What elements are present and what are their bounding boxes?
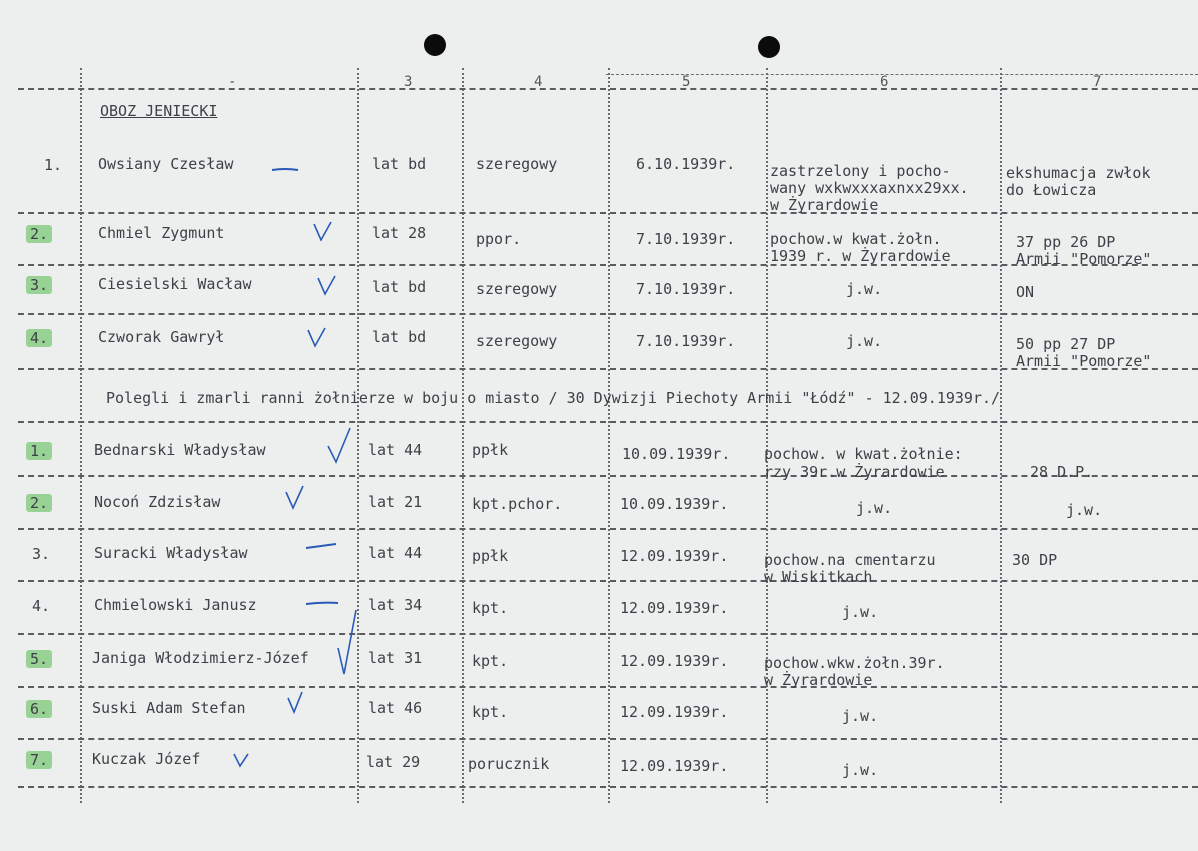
checkmark-icon bbox=[284, 484, 306, 512]
burial-line: j.w. bbox=[842, 761, 879, 779]
row-rule bbox=[18, 786, 1198, 788]
column-separator bbox=[462, 68, 464, 803]
notes-line: j.w. bbox=[1066, 501, 1103, 519]
death-date: 12.09.1939r. bbox=[620, 547, 729, 565]
header-rule-top bbox=[606, 74, 1198, 75]
death-date: 12.09.1939r. bbox=[620, 703, 729, 721]
soldier-age: lat 44 bbox=[368, 441, 423, 459]
burial-line: j.w. bbox=[842, 603, 879, 621]
soldier-name: Chmiel Zygmunt bbox=[98, 224, 225, 242]
column-number-2: 3 bbox=[404, 74, 413, 90]
row-number: 3. bbox=[32, 545, 51, 563]
row-number: 1. bbox=[26, 442, 52, 460]
row-rule bbox=[18, 528, 1198, 530]
soldier-name: Bednarski Władysław bbox=[94, 441, 266, 459]
soldier-rank: kpt. bbox=[472, 652, 509, 670]
checkmark-icon bbox=[312, 220, 334, 244]
row-number: 2. bbox=[26, 225, 52, 243]
column-separator bbox=[357, 68, 359, 803]
row-number: 4. bbox=[26, 329, 52, 347]
row-number: 7. bbox=[26, 751, 52, 769]
death-date: 12.09.1939r. bbox=[620, 652, 729, 670]
notes-line: 28 D.P. bbox=[1030, 463, 1094, 481]
burial-line: wany wxkwxxxaxnxx29xx. bbox=[770, 179, 969, 197]
burial-line: w Żyrardowie bbox=[764, 671, 873, 689]
soldier-name: Ciesielski Wacław bbox=[98, 275, 252, 293]
burial-line: j.w. bbox=[846, 332, 883, 350]
row-number: 5. bbox=[26, 650, 52, 668]
notes-line: Armii "Pomorze" bbox=[1016, 352, 1152, 370]
burial-line: pochow. w kwat.żołnie: bbox=[764, 445, 963, 463]
soldier-age: lat bd bbox=[372, 278, 427, 296]
death-date: 10.09.1939r. bbox=[622, 445, 731, 463]
soldier-age: lat bd bbox=[372, 328, 427, 346]
soldier-rank: kpt. bbox=[472, 599, 509, 617]
row-number: 6. bbox=[26, 700, 52, 718]
checkmark-icon bbox=[326, 426, 354, 466]
soldier-name: Janiga Włodzimierz-Józef bbox=[92, 649, 309, 667]
death-date: 12.09.1939r. bbox=[620, 599, 729, 617]
burial-line: j.w. bbox=[856, 499, 893, 517]
soldier-age: lat 34 bbox=[368, 596, 423, 614]
soldier-rank: ppor. bbox=[476, 230, 522, 248]
burial-line: w Wiskitkach bbox=[764, 568, 873, 586]
burial-line: zastrzelony i pocho- bbox=[770, 162, 951, 180]
column-number-5: 6 bbox=[880, 74, 889, 90]
soldier-name: Owsiany Czesław bbox=[98, 155, 234, 173]
dash-mark-icon bbox=[304, 594, 340, 612]
column-number-4: 5 bbox=[682, 74, 691, 90]
column-number-1: - bbox=[228, 74, 237, 90]
notes-line: do Łowicza bbox=[1006, 181, 1097, 199]
checkmark-icon bbox=[316, 274, 338, 298]
row-rule bbox=[18, 212, 1198, 214]
checkmark-icon bbox=[306, 326, 328, 350]
row-rule bbox=[18, 580, 1198, 582]
soldier-age: lat 29 bbox=[366, 753, 421, 771]
soldier-rank: szeregowy bbox=[476, 332, 558, 350]
soldier-age: lat 31 bbox=[368, 649, 423, 667]
soldier-age: lat 21 bbox=[368, 493, 423, 511]
section-title-oboz: OBOZ JENIECKI bbox=[100, 102, 218, 120]
column-number-3: 4 bbox=[534, 74, 543, 90]
death-date: 7.10.1939r. bbox=[636, 230, 736, 248]
dash-mark-icon bbox=[270, 160, 300, 180]
row-rule bbox=[18, 738, 1198, 740]
burial-line: j.w. bbox=[842, 707, 879, 725]
section-title-polegli: Polegli i zmarli ranni żołnierze w boju o miasto / 30 Dywizji Piechoty Armii "Łódź" - 12.09.1939r./ bbox=[106, 389, 1001, 407]
checkmark-icon bbox=[232, 750, 252, 770]
checkmark-icon bbox=[286, 690, 306, 716]
death-date: 12.09.1939r. bbox=[620, 757, 729, 775]
dash-mark-icon bbox=[304, 538, 338, 556]
death-date: 6.10.1939r. bbox=[636, 155, 736, 173]
soldier-age: lat 46 bbox=[368, 699, 423, 717]
column-separator bbox=[1000, 68, 1002, 803]
soldier-rank: ppłk bbox=[472, 441, 509, 459]
soldier-name: Nocoń Zdzisław bbox=[94, 493, 221, 511]
notes-line: Armii "Pomorze" bbox=[1016, 250, 1152, 268]
soldier-name: Suski Adam Stefan bbox=[92, 699, 246, 717]
column-separator bbox=[608, 68, 610, 803]
burial-line: j.w. bbox=[846, 280, 883, 298]
notes-line: 30 DP bbox=[1012, 551, 1058, 569]
soldier-rank: kpt.pchor. bbox=[472, 495, 563, 513]
soldier-age: lat 28 bbox=[372, 224, 427, 242]
column-separator bbox=[80, 68, 82, 803]
row-rule bbox=[18, 421, 1198, 423]
soldier-rank: porucznik bbox=[468, 755, 550, 773]
row-number: 1. bbox=[44, 156, 63, 174]
death-date: 7.10.1939r. bbox=[636, 280, 736, 298]
header-rule bbox=[18, 88, 1198, 90]
soldier-rank: kpt. bbox=[472, 703, 509, 721]
row-rule bbox=[18, 313, 1198, 315]
soldier-name: Chmielowski Janusz bbox=[94, 596, 257, 614]
row-rule bbox=[18, 475, 1198, 477]
checkmark-icon bbox=[336, 608, 360, 678]
notes-line: 50 pp 27 DP bbox=[1016, 335, 1116, 353]
column-separator bbox=[766, 68, 768, 803]
death-date: 10.09.1939r. bbox=[620, 495, 729, 513]
soldier-rank: szeregowy bbox=[476, 155, 558, 173]
soldier-rank: szeregowy bbox=[476, 280, 558, 298]
punch-hole-left bbox=[424, 34, 446, 56]
death-date: 7.10.1939r. bbox=[636, 332, 736, 350]
soldier-rank: ppłk bbox=[472, 547, 509, 565]
soldier-name: Czworak Gawrył bbox=[98, 328, 225, 346]
row-rule bbox=[18, 686, 1198, 688]
burial-line: 1939 r. w Żyrardowie bbox=[770, 247, 951, 265]
punch-hole-right bbox=[758, 36, 780, 58]
burial-line: rzy 39r.w Żyrardowie bbox=[764, 463, 945, 481]
burial-line: pochow.na cmentarzu bbox=[764, 551, 936, 569]
notes-line: ekshumacja zwłok bbox=[1006, 164, 1151, 182]
burial-line: pochow.w kwat.żołn. bbox=[770, 230, 942, 248]
row-rule bbox=[18, 633, 1198, 635]
soldier-name: Suracki Władysław bbox=[94, 544, 248, 562]
soldier-name: Kuczak Józef bbox=[92, 750, 201, 768]
soldier-age: lat 44 bbox=[368, 544, 423, 562]
row-number: 4. bbox=[32, 597, 51, 615]
notes-line: ON bbox=[1016, 283, 1035, 301]
soldier-age: lat bd bbox=[372, 155, 427, 173]
row-number: 2. bbox=[26, 494, 52, 512]
column-number-6: 7 bbox=[1093, 74, 1102, 90]
burial-line: pochow.wkw.żołn.39r. bbox=[764, 654, 945, 672]
burial-line: w Żyrardowie bbox=[770, 196, 879, 214]
notes-line: 37 pp 26 DP bbox=[1016, 233, 1116, 251]
row-number: 3. bbox=[26, 276, 52, 294]
